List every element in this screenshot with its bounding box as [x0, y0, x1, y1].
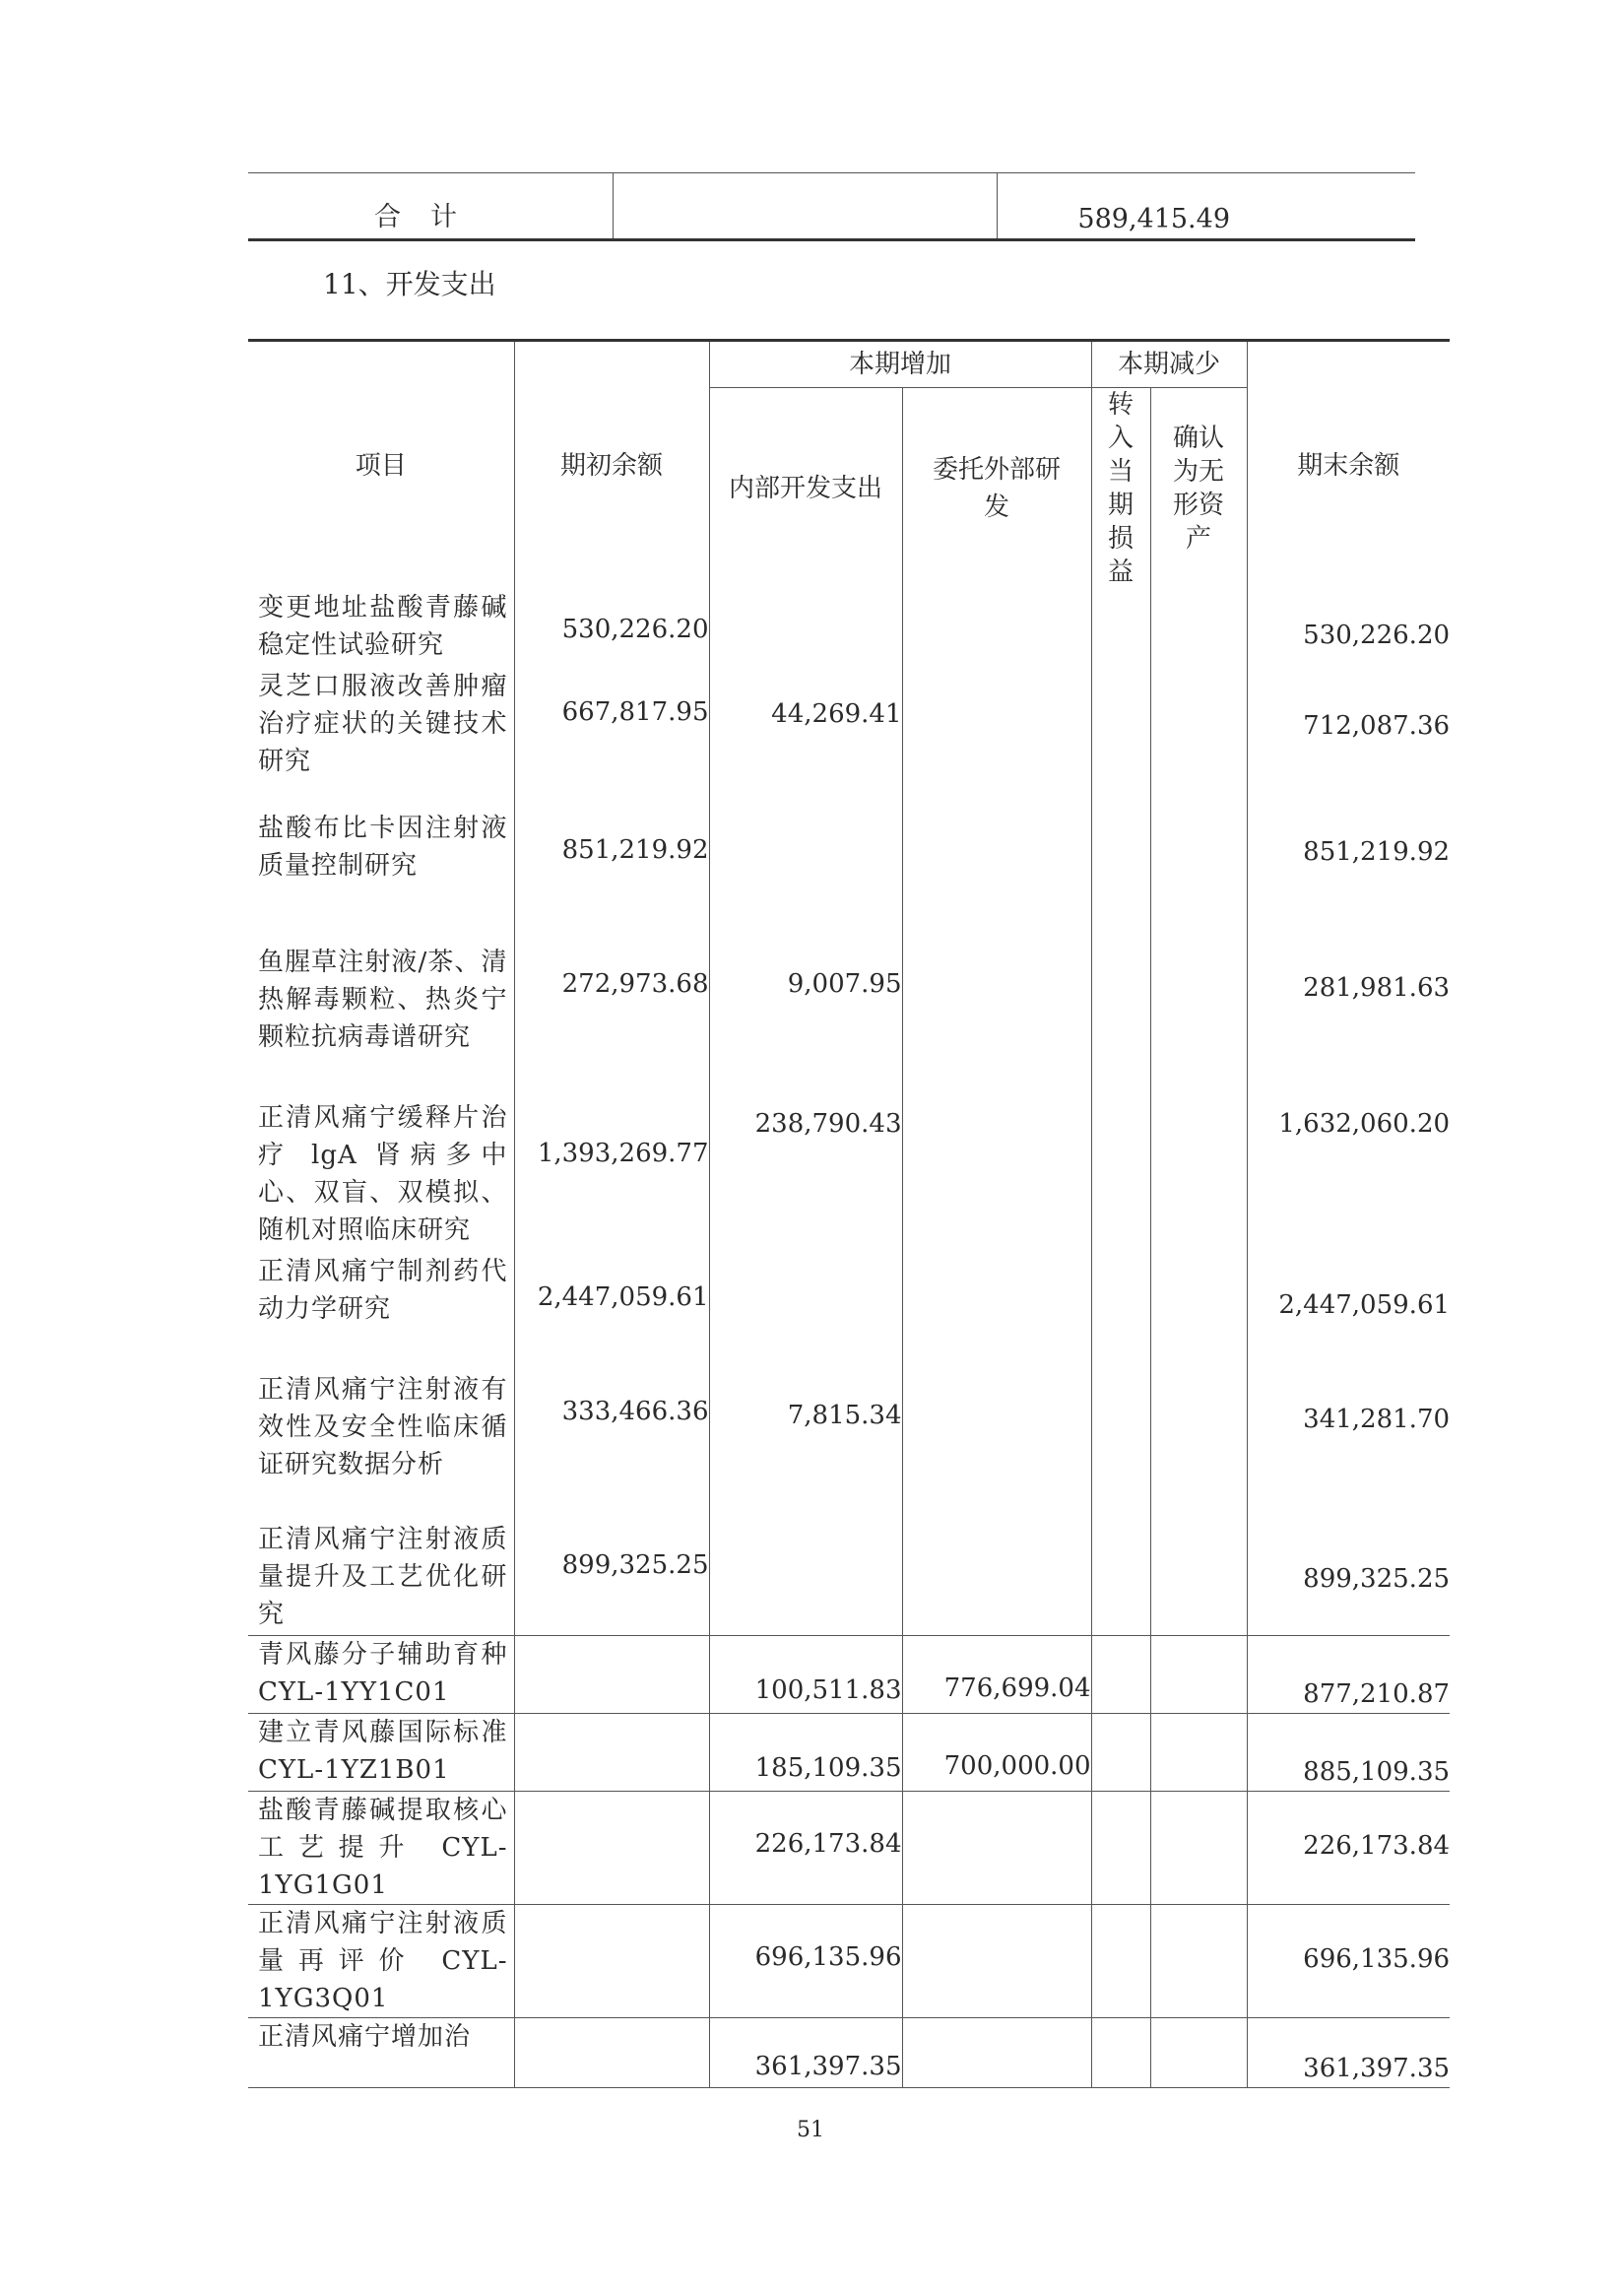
row-item: [248, 1635, 514, 1713]
row-opening: [514, 1791, 709, 1904]
row-to-intangible: [1150, 788, 1247, 944]
row-opening: 899,325.25: [514, 1521, 709, 1635]
row-closing: 341,281.70: [1247, 1371, 1450, 1521]
row-to-intangible: [1150, 2017, 1247, 2087]
previous-table-total-row: [248, 172, 1415, 241]
row-outsourced: [902, 1904, 1091, 2017]
column-divider: [613, 173, 614, 238]
row-closing: 2,447,059.61: [1247, 1253, 1450, 1371]
row-outsourced: [902, 2017, 1091, 2087]
header-decrease-group: 本期减少: [1091, 341, 1247, 388]
row-to-intangible: [1150, 589, 1247, 668]
row-item: [248, 1904, 514, 2017]
section-heading: 11、开发支出: [323, 268, 496, 300]
row-item-text: 盐酸青藤碱提取核心工艺提升 CYL-1YG1G01: [258, 1795, 508, 1900]
row-closing: 361,397.35: [1247, 2017, 1450, 2087]
row-item: [248, 1253, 514, 1371]
row-closing: 851,219.92: [1247, 788, 1450, 944]
row-closing: 696,135.96: [1247, 1904, 1450, 2017]
row-closing: 899,325.25: [1247, 1521, 1450, 1635]
row-outsourced: [902, 1791, 1091, 1904]
row-item: [248, 1713, 514, 1791]
header-internal-text: 内部开发支出: [728, 474, 882, 503]
row-to-profit-loss: [1091, 944, 1150, 1099]
row-internal: 226,173.84: [709, 1791, 902, 1904]
row-to-profit-loss: [1091, 1635, 1150, 1713]
row-to-profit-loss: [1091, 1371, 1150, 1521]
row-opening: 530,226.20: [514, 589, 709, 668]
row-to-profit-loss: [1091, 1713, 1150, 1791]
row-to-intangible: [1150, 1521, 1247, 1635]
row-closing: 1,632,060.20: [1247, 1099, 1450, 1253]
row-item: [248, 788, 514, 944]
header-increase-group: 本期增加: [709, 341, 1091, 388]
row-item-text: 正清风痛宁增加治: [258, 2021, 472, 2052]
row-closing: 712,087.36: [1247, 668, 1450, 788]
row-internal: [709, 1253, 902, 1371]
row-internal: 44,269.41: [709, 668, 902, 788]
row-item-text: 正清风痛宁制剂药代动力学研究: [258, 1257, 508, 1324]
row-to-intangible: [1150, 668, 1247, 788]
row-closing: 877,210.87: [1247, 1635, 1450, 1713]
row-item: [248, 1371, 514, 1521]
header-internal-development: [709, 388, 902, 590]
row-item: [248, 1791, 514, 1904]
row-opening: 1,393,269.77: [514, 1099, 709, 1253]
row-to-profit-loss: [1091, 1791, 1150, 1904]
row-outsourced: 700,000.00: [902, 1713, 1091, 1791]
header-closing-balance: 期末余额: [1247, 341, 1450, 590]
header-outsourced-development: [902, 388, 1091, 590]
row-to-intangible: [1150, 1253, 1247, 1371]
development-expenditure-table: [248, 339, 1450, 2088]
row-opening: [514, 1635, 709, 1713]
row-internal: 696,135.96: [709, 1904, 902, 2017]
row-closing: 885,109.35: [1247, 1713, 1450, 1791]
row-closing: 226,173.84: [1247, 1791, 1450, 1904]
row-outsourced: 776,699.04: [902, 1635, 1091, 1713]
row-outsourced: [902, 1371, 1091, 1521]
row-to-intangible: [1150, 1099, 1247, 1253]
page-number: 51: [797, 2118, 824, 2142]
header-recognized-intangible: [1150, 388, 1247, 590]
row-opening: 2,447,059.61: [514, 1253, 709, 1371]
row-item-text: 变更地址盐酸青藤碱稳定性试验研究: [258, 593, 508, 660]
total-amount: 589,415.49: [1077, 204, 1230, 234]
row-opening: 851,219.92: [514, 788, 709, 944]
row-to-profit-loss: [1091, 668, 1150, 788]
row-opening: [514, 2017, 709, 2087]
row-to-intangible: [1150, 1904, 1247, 2017]
row-item-text: 正清风痛宁注射液质量再评价 CYL-1YG3Q01: [258, 1908, 508, 2013]
row-to-intangible: [1150, 944, 1247, 1099]
row-to-intangible: [1150, 1713, 1247, 1791]
row-internal: 238,790.43: [709, 1099, 902, 1253]
row-item-text: 盐酸布比卡因注射液质量控制研究: [258, 814, 508, 881]
row-item: [248, 2017, 514, 2087]
row-to-intangible: [1150, 1371, 1247, 1521]
row-outsourced: [902, 1253, 1091, 1371]
row-internal: 185,109.35: [709, 1713, 902, 1791]
row-to-profit-loss: [1091, 788, 1150, 944]
header-opening-balance: 期初余额: [514, 341, 709, 590]
row-outsourced: [902, 944, 1091, 1099]
row-item-text: 鱼腥草注射液/茶、清热解毒颗粒、热炎宁颗粒抗病毒谱研究: [258, 948, 508, 1052]
row-outsourced: [902, 668, 1091, 788]
row-internal: 7,815.34: [709, 1371, 902, 1521]
row-to-profit-loss: [1091, 1253, 1150, 1371]
row-internal: 100,511.83: [709, 1635, 902, 1713]
row-opening: 333,466.36: [514, 1371, 709, 1521]
row-to-profit-loss: [1091, 589, 1150, 668]
row-internal: [709, 1521, 902, 1635]
row-to-profit-loss: [1091, 2017, 1150, 2087]
row-internal: [709, 788, 902, 944]
row-item: [248, 944, 514, 1099]
row-item-text: 灵芝口服液改善肿瘤治疗症状的关键技术研究: [258, 672, 508, 776]
header-transfer-to-profit-loss: [1091, 388, 1150, 590]
row-item-text: 正清风痛宁注射液有效性及安全性临床循证研究数据分析: [258, 1375, 508, 1479]
row-outsourced: [902, 1099, 1091, 1253]
header-item: 项目: [248, 341, 514, 590]
header-intangible-text: 确认为无形资产: [1173, 424, 1225, 554]
row-to-profit-loss: [1091, 1904, 1150, 2017]
row-item: [248, 589, 514, 668]
row-item: [248, 668, 514, 788]
row-outsourced: [902, 589, 1091, 668]
row-opening: 667,817.95: [514, 668, 709, 788]
row-opening: 272,973.68: [514, 944, 709, 1099]
row-to-profit-loss: [1091, 1521, 1150, 1635]
row-item: [248, 1099, 514, 1253]
row-item-text: 建立青风藤国际标准 CYL-1YZ1B01: [258, 1717, 508, 1785]
row-item-text: 正清风痛宁缓释片治疗 lgA 肾病多中心、双盲、双模拟、随机对照临床研究: [258, 1103, 508, 1245]
row-to-profit-loss: [1091, 1099, 1150, 1253]
row-internal: 9,007.95: [709, 944, 902, 1099]
row-closing: 281,981.63: [1247, 944, 1450, 1099]
row-outsourced: [902, 1521, 1091, 1635]
row-to-intangible: [1150, 1791, 1247, 1904]
row-internal: [709, 589, 902, 668]
header-transfer-text: 转入当期损益: [1108, 390, 1135, 587]
row-closing: 530,226.20: [1247, 589, 1450, 668]
row-opening: [514, 1904, 709, 2017]
row-opening: [514, 1713, 709, 1791]
row-item-text: 青风藤分子辅助育种 CYL-1YY1C01: [258, 1639, 508, 1707]
total-label: 合计: [374, 202, 486, 232]
row-internal: 361,397.35: [709, 2017, 902, 2087]
row-item: [248, 1521, 514, 1635]
row-outsourced: [902, 788, 1091, 944]
header-outsourced-text: 委托外部研发: [933, 455, 1062, 522]
row-to-intangible: [1150, 1635, 1247, 1713]
row-item-text: 正清风痛宁注射液质量提升及工艺优化研究: [258, 1525, 508, 1629]
